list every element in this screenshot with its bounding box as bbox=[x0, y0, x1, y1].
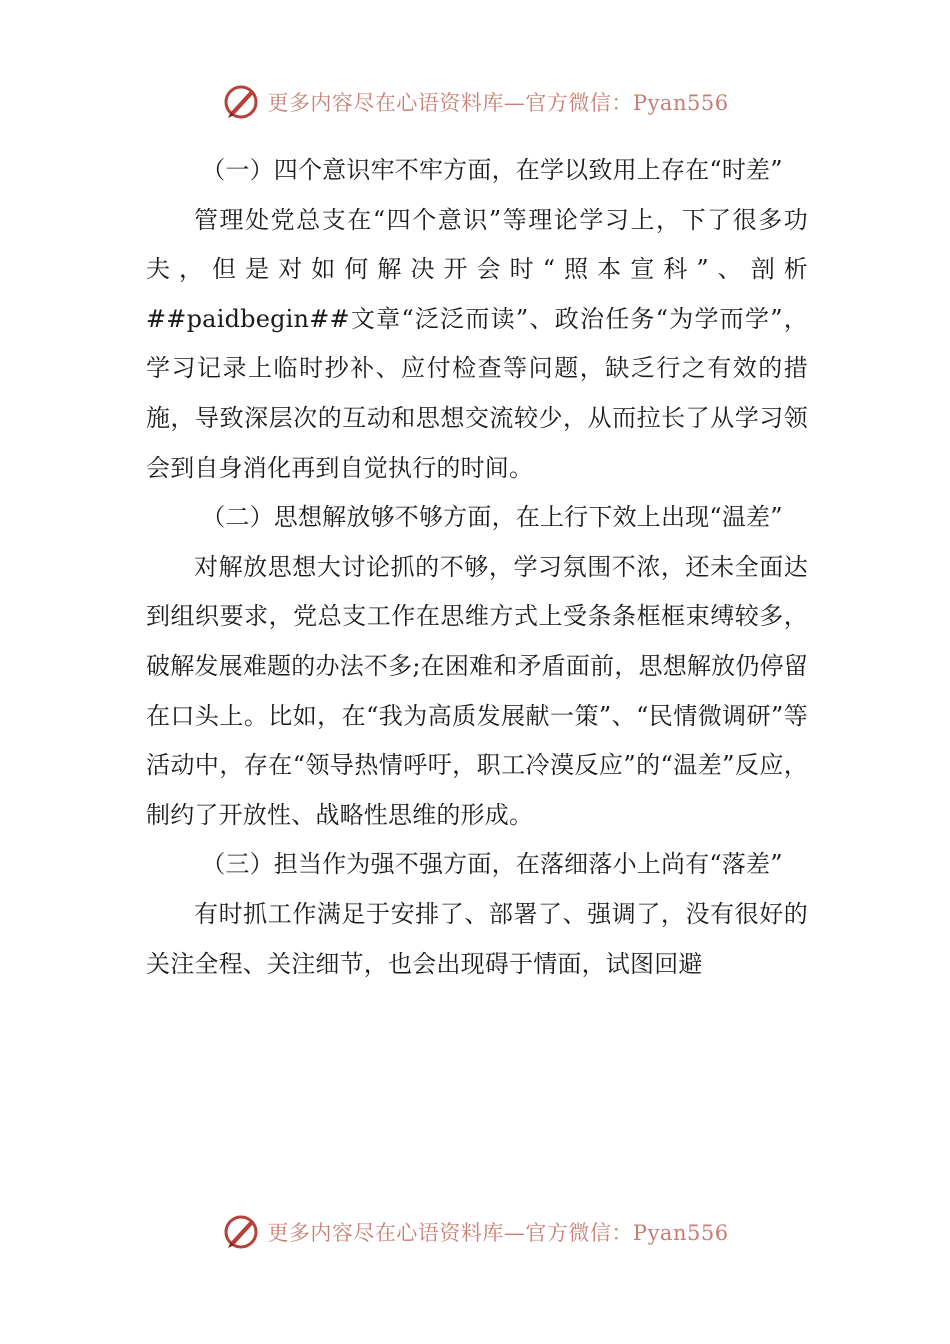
header-banner bbox=[0, 80, 950, 124]
pen-logo-icon bbox=[221, 82, 261, 122]
pen-logo-icon bbox=[221, 1212, 261, 1252]
section-heading: （三）担当作为强不强方面，在落细落小上尚有“落差” bbox=[201, 850, 783, 879]
footer-banner bbox=[0, 1210, 950, 1254]
banner-text: 更多内容尽在心语资料库—官方微信：Pyan556 bbox=[267, 91, 729, 115]
banner-text: 更多内容尽在心语资料库—官方微信：Pyan556 bbox=[267, 1221, 729, 1245]
document-body bbox=[146, 146, 808, 989]
paragraph: 管理处党总支在“四个意识”等理论学习上，下了很多功夫，但是对如何解决开会时“照本宣科”、剖析##paidbegin##文章“泛泛而读”、政治任务“为学而学”，学习记录上临时抄补、应付检查等问题，缺乏行之有效的措施，导致深层次的互动和思想交流较少，从而拉长了从学习领会到自身消化再到自觉执行的时间。 bbox=[146, 205, 808, 482]
paragraph: 对解放思想大讨论抓的不够，学习氛围不浓，还未全面达到组织要求，党总支工作在思维方式上受条条框框束缚较多，破解发展难题的办法不多;在困难和矛盾面前，思想解放仍停留在口头上。比如，在“我为高质发展献一策”、“民情微调研”等活动中，存在“领导热情呼吁，职工冷漠反应”的“温差”反应，制约了开放性、战略性思维的形成。 bbox=[146, 552, 808, 829]
section-heading: （二）思想解放够不够方面，在上行下效上出现“温差” bbox=[201, 503, 783, 532]
paragraph: 有时抓工作满足于安排了、部署了、强调了，没有很好的关注全程、关注细节，也会出现碍于情面，试图回避 bbox=[146, 899, 808, 978]
section-heading: （一）四个意识牢不牢方面，在学以致用上存在“时差” bbox=[201, 156, 783, 184]
